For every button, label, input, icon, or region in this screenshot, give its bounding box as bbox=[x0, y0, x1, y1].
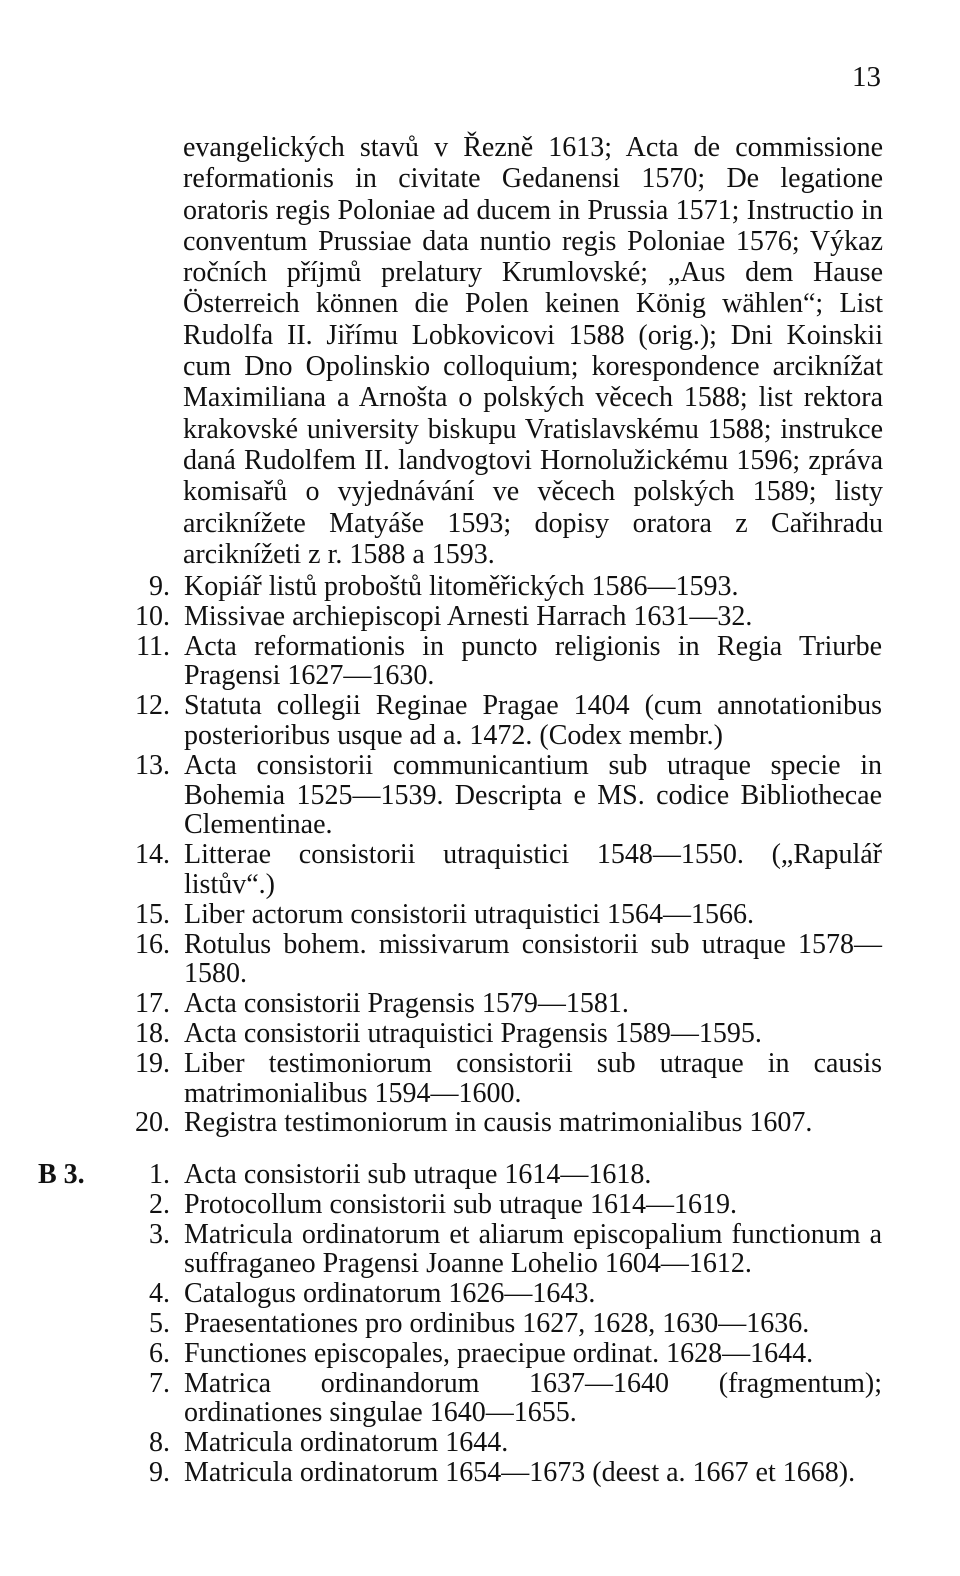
item-text: Liber actorum consistorii utraquistici 1564—1566. bbox=[184, 898, 755, 930]
list-item bbox=[100, 1220, 890, 1280]
list-item bbox=[100, 1279, 890, 1309]
item-text: Catalogus ordinatorum 1626—1643. bbox=[184, 1278, 596, 1310]
list-item bbox=[100, 1160, 890, 1190]
item-number: 3. bbox=[149, 1218, 170, 1250]
list-item bbox=[100, 1458, 890, 1488]
item-number: 7. bbox=[149, 1367, 170, 1399]
item-number: 17. bbox=[135, 988, 170, 1020]
item-text: Rotulus bohem. missivarum consistorii sub utraque 1578—1580. bbox=[184, 928, 882, 990]
item-text: Kopiář listů proboštů litoměřických 1586—1593. bbox=[184, 571, 739, 602]
item-text: Acta consistorii communicantium sub utraque specie in Bohemia 1525—1539. Descripta e MS. codice Bibliothecae Clementinae. bbox=[184, 749, 882, 841]
list-item bbox=[100, 572, 890, 602]
list-item bbox=[100, 602, 890, 632]
item-number: 9. bbox=[149, 571, 170, 602]
item-text: Functiones episcopales, praecipue ordinat. 1628—1644. bbox=[184, 1337, 814, 1369]
list-item bbox=[100, 1049, 890, 1109]
item-text: Acta consistorii utraquistici Pragensis 1589—1595. bbox=[184, 1017, 762, 1049]
list-item bbox=[100, 1190, 890, 1220]
list-continued bbox=[100, 572, 890, 1138]
item-text: Registra testimoniorum in causis matrimonialibus 1607. bbox=[184, 1107, 813, 1139]
list-item bbox=[100, 1369, 890, 1429]
list-item bbox=[100, 840, 890, 900]
item-text: Praesentationes pro ordinibus 1627, 1628, 1630—1636. bbox=[184, 1307, 810, 1339]
item-text: Acta reformationis in puncto religionis in Regia Triurbe Pragensi 1627—1630. bbox=[184, 630, 882, 692]
list-item bbox=[100, 930, 890, 990]
item-text: Matricula ordinatorum 1654—1673 (deest a. 1667 et 1668). bbox=[184, 1456, 856, 1488]
item-number: 10. bbox=[135, 600, 170, 632]
list-item bbox=[100, 989, 890, 1019]
item-text: Matrica ordinandorum 1637—1640 (fragmentum); ordinationes singulae 1640—1655. bbox=[184, 1367, 882, 1429]
item-text: Protocollum consistorii sub utraque 1614—1619. bbox=[184, 1188, 737, 1220]
list-item bbox=[100, 1428, 890, 1458]
item-text: Acta consistorii Pragensis 1579—1581. bbox=[184, 988, 629, 1020]
intro-paragraph: evangelických stavů v Řezně 1613; Acta de commissione reformationis in civitate Gedanensi 1570; De legatione oratoris regis Poloniae ad ducem in Prussia 1571; Instructio in conventum Prussiae data nuntio regis Poloniae 1576; Výkaz ročních příjmů prelatury Krumlovské; „Aus dem Hause Österreich können die Polen keinen König wählen“; List Rudolfa II. Jiřímu Lobkovicovi 1588 (orig.); Dni Koinskii cum Dno Opolinskio colloquium; korespondence arciknížat Maximiliana a Arnošta o polských věcech 1588; list rektora krakovské university biskupu Vratislavskému 1588; instrukce daná Rudolfem II. landvogtovi Hornolužickému 1596; zpráva komisařů o vyjednávání ve věcech polských 1589; listy arciknížete Matyáše 1593; dopisy oratora z Cařihradu arciknížeti z r. 1588 a 1593. bbox=[183, 132, 883, 570]
item-number: 2. bbox=[149, 1188, 170, 1220]
item-text: Liber testimoniorum consistorii sub utraque in causis matrimonialibus 1594—1600. bbox=[184, 1047, 882, 1109]
item-number: 12. bbox=[135, 690, 170, 722]
list-item bbox=[100, 751, 890, 840]
item-number: 4. bbox=[149, 1278, 170, 1310]
list-item bbox=[100, 1309, 890, 1339]
item-text: Litterae consistorii utraquistici 1548—1550. („Rapulář listův“.) bbox=[184, 839, 882, 900]
item-number: 18. bbox=[135, 1017, 170, 1049]
page-number: 13 bbox=[852, 61, 881, 93]
item-number: 15. bbox=[135, 898, 170, 930]
list-item bbox=[100, 691, 890, 751]
item-number: 13. bbox=[135, 749, 170, 781]
item-number: 6. bbox=[149, 1337, 170, 1369]
list-item bbox=[100, 900, 890, 930]
item-text: Statuta collegii Reginae Pragae 1404 (cum annotationibus posterioribus usque ad a. 1472. (Codex membr.) bbox=[184, 690, 882, 751]
item-number: 20. bbox=[135, 1107, 170, 1139]
item-text: Matricula ordinatorum 1644. bbox=[184, 1427, 509, 1459]
item-number: 8. bbox=[149, 1427, 170, 1459]
item-text: Matricula ordinatorum et aliarum episcopalium functionum a suffraganeo Pragensi Joanne Lohelio 1604—1612. bbox=[184, 1218, 882, 1280]
item-number: 11. bbox=[136, 630, 170, 662]
item-number: 1. bbox=[149, 1159, 170, 1190]
section-label: B 3. bbox=[38, 1159, 85, 1190]
list-item bbox=[100, 1108, 890, 1138]
list-item bbox=[100, 632, 890, 692]
list-item bbox=[100, 1339, 890, 1369]
item-text: Missivae archiepiscopi Arnesti Harrach 1631—32. bbox=[184, 600, 753, 632]
item-number: 14. bbox=[135, 839, 170, 871]
item-number: 9. bbox=[149, 1456, 170, 1488]
item-number: 16. bbox=[135, 928, 170, 960]
item-text: Acta consistorii sub utraque 1614—1618. bbox=[184, 1159, 652, 1190]
list-section-b3 bbox=[100, 1160, 890, 1488]
item-number: 5. bbox=[149, 1307, 170, 1339]
list-item bbox=[100, 1019, 890, 1049]
item-number: 19. bbox=[135, 1047, 170, 1079]
